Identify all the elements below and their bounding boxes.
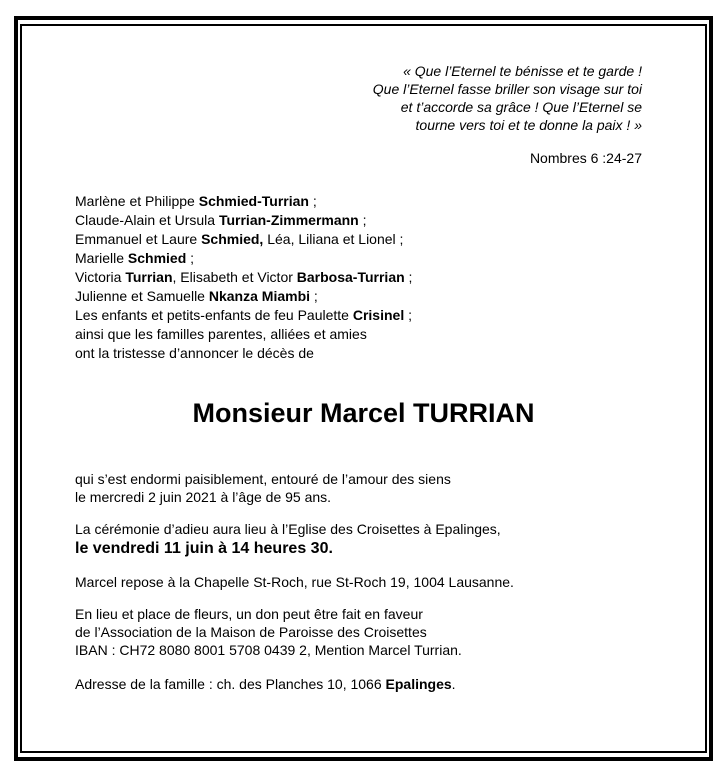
ceremony-date: le vendredi 11 juin à 14 heures 30. (75, 540, 333, 557)
death-notice: qui s’est endormi paisiblement, entouré de l’amour des siens le mercredi 2 juin 2021 à l’âge de 95 ans. (75, 471, 451, 505)
family-line: Les enfants et petits-enfants de feu Paulette Crisinel ; (75, 307, 412, 323)
family-line: ont la tristesse d’annoncer le décès de (75, 345, 314, 361)
family-line: Marielle Schmied ; (75, 250, 195, 266)
deceased-name: Monsieur Marcel TURRIAN (192, 398, 535, 428)
family-line: Claude-Alain et Ursula Turrian-Zimmermann ; (75, 212, 367, 228)
quote-line: Que l’Eternel fasse briller son visage sur toi (372, 81, 642, 97)
family-list (75, 192, 412, 363)
donation-info: En lieu et place de fleurs, un don peut être fait en faveur de l’Association de la Maison de Paroisse des Croisettes IBAN : CH72 8080 8001 5708 0439 2, Mention Marcel Turrian. (75, 606, 462, 658)
family-line: Julienne et Samuelle Nkanza Miambi ; (75, 288, 318, 304)
quote-line: « Que l’Eternel te bénisse et te garde ! (403, 63, 642, 79)
bible-quote (312, 62, 642, 134)
family-line: Emmanuel et Laure Schmied, Léa, Liliana et Lionel ; (75, 231, 404, 247)
repose-info: Marcel repose à la Chapelle St-Roch, rue St-Roch 19, 1004 Lausanne. (75, 574, 514, 590)
quote-reference: Nombres 6 :24-27 (529, 150, 642, 166)
ceremony-line: La cérémonie d’adieu aura lieu à l’Eglise des Croisettes à Epalinges, (75, 521, 501, 537)
family-address: Adresse de la famille : ch. des Planches 10, 1066 Epalinges. (75, 676, 456, 692)
family-line: ainsi que les familles parentes, alliées et amies (75, 326, 367, 342)
family-line: Marlène et Philippe Schmied-Turrian ; (75, 193, 317, 209)
quote-line: tourne vers toi et te donne la paix ! » (415, 117, 642, 133)
ceremony-info (75, 520, 501, 560)
family-line: Victoria Turrian, Elisabeth et Victor Barbosa-Turrian ; (75, 269, 413, 285)
quote-line: et t’accorde sa grâce ! Que l’Eternel se (400, 99, 642, 115)
